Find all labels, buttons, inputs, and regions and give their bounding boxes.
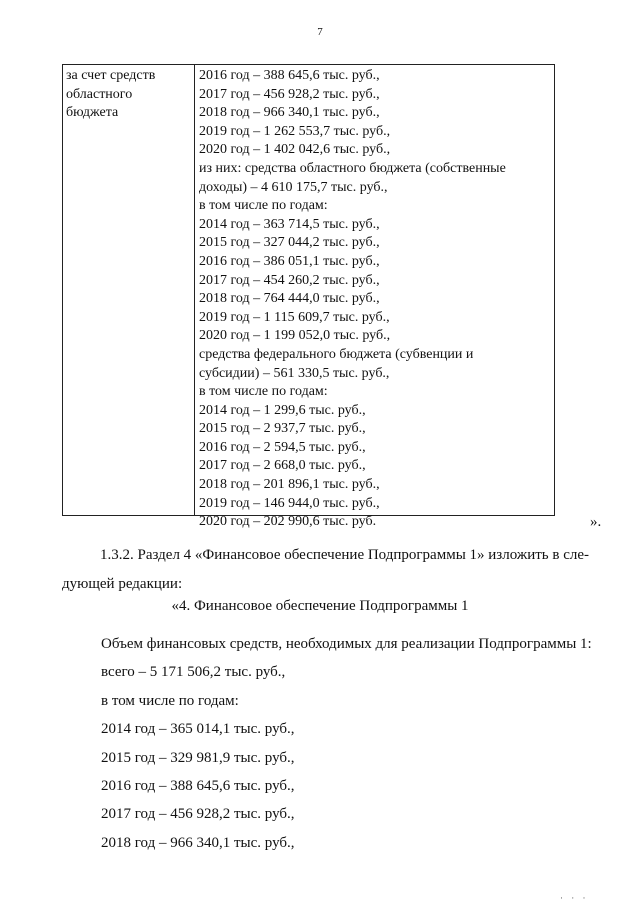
right-cell-line: 2017 год – 456 928,2 тыс. руб., <box>199 86 380 102</box>
right-cell-line: 2018 год – 764 444,0 тыс. руб., <box>199 291 380 307</box>
right-cell-line: 2020 год – 202 990,6 тыс. руб. <box>199 514 377 530</box>
body-line: 2016 год – 388 645,6 тыс. руб., <box>101 778 295 795</box>
right-cell-line: 2019 год – 1 115 609,7 тыс. руб., <box>199 309 390 325</box>
right-cell-line: 2017 год – 2 668,0 тыс. руб., <box>199 458 366 474</box>
right-cell-line: 2018 год – 201 896,1 тыс. руб., <box>199 477 380 493</box>
right-cell-line: средства федерального бюджета (субвенции и <box>199 346 474 362</box>
funding-body <box>101 630 611 857</box>
amendment-paragraph <box>62 541 610 599</box>
left-cell-line: за счет средств <box>66 68 156 83</box>
right-cell-line: в том числе по годам: <box>199 384 328 400</box>
amendment-paragraph-line: дующей редакции: <box>62 576 183 592</box>
footer-marks: · · · <box>560 893 589 903</box>
right-cell-line: 2016 год – 386 051,1 тыс. руб., <box>199 253 380 269</box>
right-cell-line: 2014 год – 363 714,5 тыс. руб., <box>199 216 380 232</box>
funding-table <box>62 64 555 530</box>
table-column-divider <box>194 65 195 515</box>
left-cell-line: бюджета <box>66 105 119 121</box>
right-cell-line: 2020 год – 1 199 052,0 тыс. руб., <box>199 328 391 344</box>
section-title: «4. Финансовое обеспечение Подпрограммы 1 <box>171 598 469 614</box>
body-line: 2017 год – 456 928,2 тыс. руб., <box>101 806 295 823</box>
right-cell-line: в том числе по годам: <box>199 198 328 214</box>
table-right-cell <box>199 67 551 532</box>
right-cell-line: 2014 год – 1 299,6 тыс. руб., <box>199 402 366 418</box>
right-cell-line: из них: средства областного бюджета (собственные <box>199 160 506 176</box>
table-left-cell <box>66 67 191 123</box>
body-line: Объем финансовых средств, необходимых для реализации Подпрограммы 1: <box>101 636 592 652</box>
right-cell-line: 2015 год – 2 937,7 тыс. руб., <box>199 421 366 437</box>
right-cell-line: 2018 год – 966 340,1 тыс. руб., <box>199 105 380 121</box>
body-line: 2018 год – 966 340,1 тыс. руб., <box>101 834 295 851</box>
closing-quote: ». <box>590 514 602 530</box>
right-cell-line: доходы) – 4 610 175,7 тыс. руб., <box>199 179 388 195</box>
page-number: 7 <box>317 26 323 38</box>
right-cell-line: 2019 год – 146 944,0 тыс. руб., <box>199 495 380 511</box>
right-cell-line: субсидии) – 561 330,5 тыс. руб., <box>199 365 390 381</box>
right-cell-line: 2015 год – 327 044,2 тыс. руб., <box>199 235 380 251</box>
body-line: всего – 5 171 506,2 тыс. руб., <box>101 664 286 681</box>
body-line: в том числе по годам: <box>101 692 239 709</box>
body-line: 2015 год – 329 981,9 тыс. руб., <box>101 749 295 766</box>
body-line: 2014 год – 365 014,1 тыс. руб., <box>101 721 295 738</box>
right-cell-line: 2020 год – 1 402 042,6 тыс. руб., <box>199 142 391 158</box>
left-cell-line: областного <box>66 86 133 102</box>
right-cell-line: 2017 год – 454 260,2 тыс. руб., <box>199 272 380 288</box>
right-cell-line: 2019 год – 1 262 553,7 тыс. руб., <box>199 123 391 139</box>
right-cell-line: 2016 год – 388 645,6 тыс. руб., <box>199 68 380 83</box>
amendment-paragraph-line: 1.3.2. Раздел 4 «Финансовое обеспечение Подпрограммы 1» изложить в сле- <box>100 547 590 563</box>
right-cell-line: 2016 год – 2 594,5 тыс. руб., <box>199 439 366 455</box>
